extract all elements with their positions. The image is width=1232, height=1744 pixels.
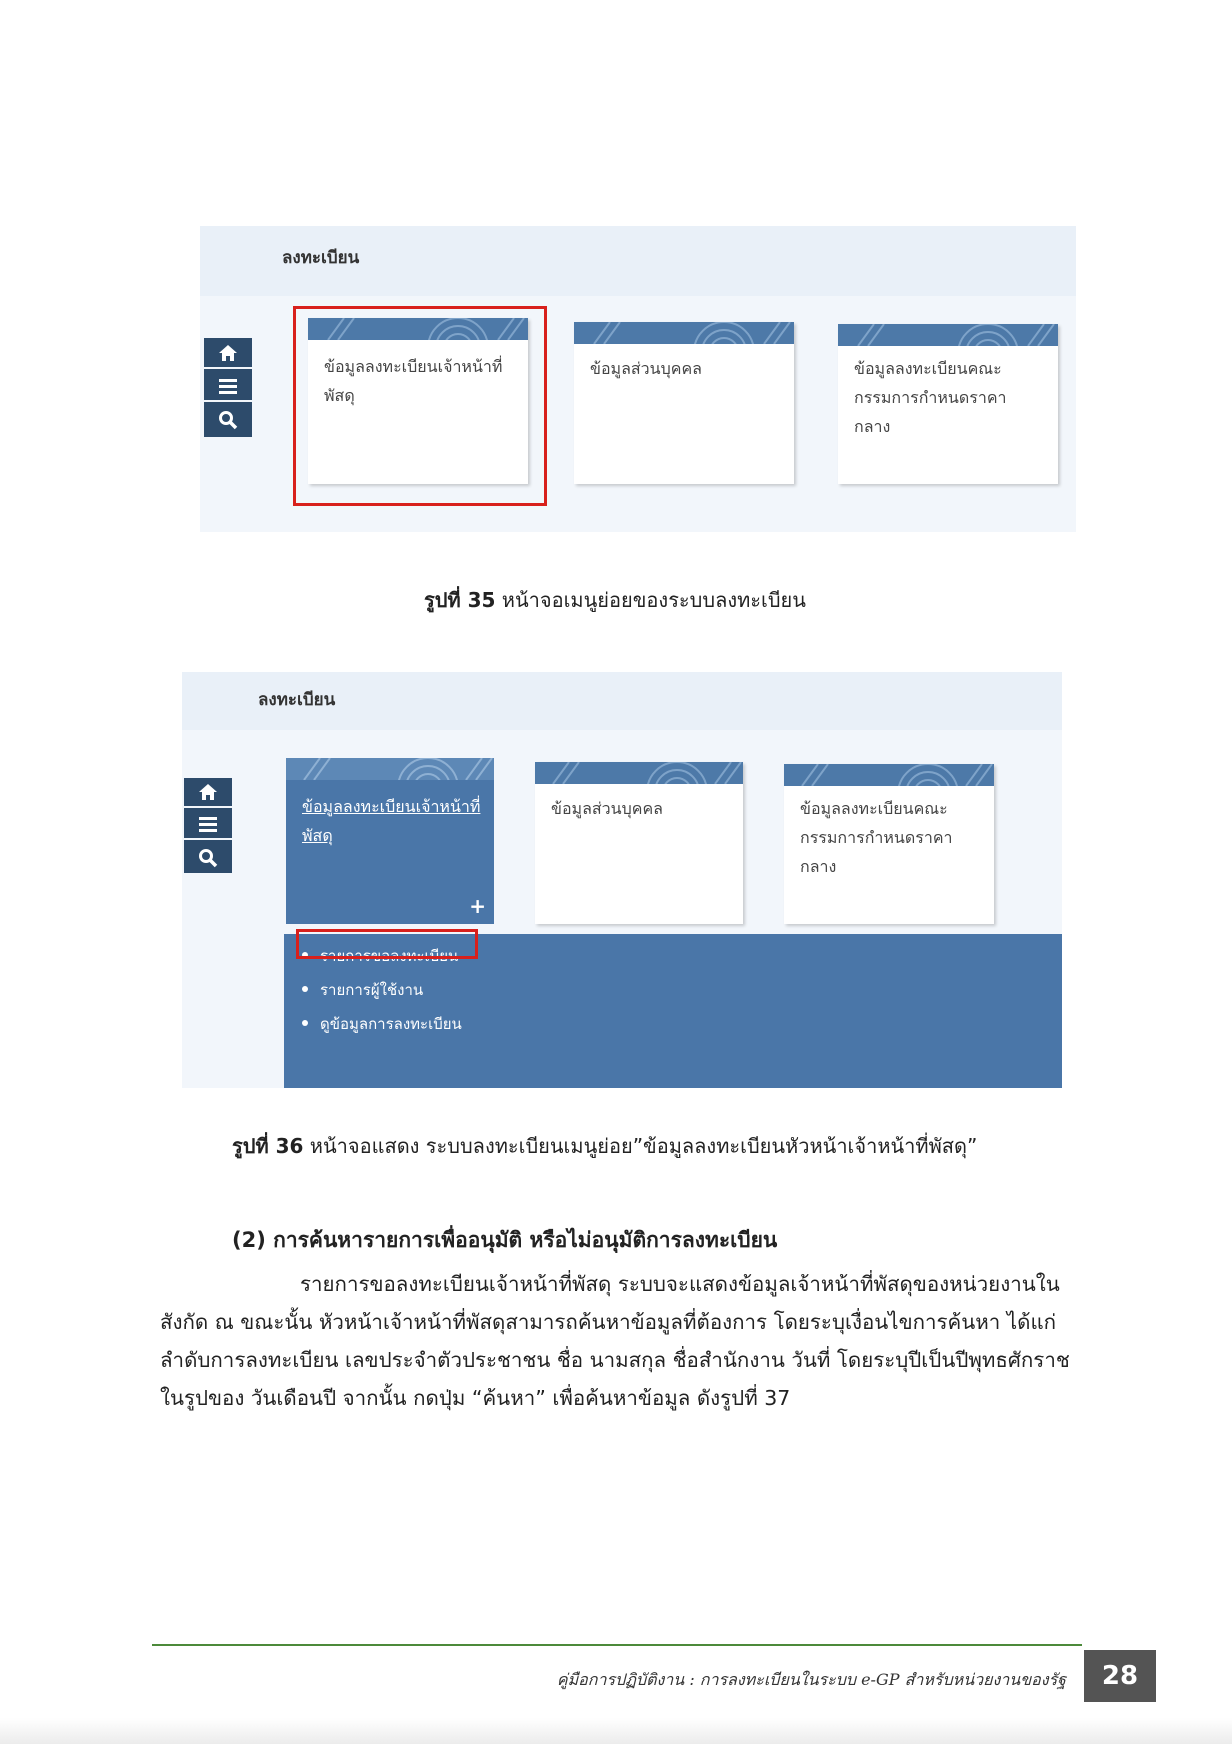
panel-title: ลงทะเบียน [258,690,336,710]
bullet [302,1020,308,1026]
highlight-box [296,929,478,959]
card-header [574,322,794,344]
card-label: ข้อมูลลงทะเบียนคณะ กรรมการกำหนดราคา กลาง [800,799,953,876]
submenu-label: รายการผู้ใช้งาน [320,981,424,999]
figure-36-caption [232,1130,977,1162]
submenu-label: รายการขอลงทะเบียน [320,947,459,965]
card-label: ข้อมูลส่วนบุคคล [590,359,702,378]
card-personal-info[interactable] [574,322,794,484]
search-icon [198,848,218,868]
figure-35-screenshot [200,226,1076,532]
card-label: ข้อมูลลงทะเบียนเจ้าหน้าที่ พัสดุ [324,357,503,405]
hamburger-icon [218,377,238,395]
paragraph-line: ในรูปของ วันเดือนปี จากนั้น กดปุ่ม “ค้นหา” เพื่อค้นหาข้อมูล ดังรูปที่ 37 [160,1386,791,1410]
caption-text: หน้าจอเมนูย่อยของระบบลงทะเบียน [501,588,806,612]
plus-icon[interactable]: + [469,894,486,918]
card-personal-info[interactable] [535,762,743,924]
side-toolbar [204,338,252,437]
search-icon [218,410,238,430]
menu-button[interactable] [204,371,252,402]
card-label: ข้อมูลลงทะเบียนคณะ กรรมการกำหนดราคา กลาง [854,359,1007,436]
figure-35-caption [424,584,806,616]
caption-label: รูปที่ 36 [232,1134,304,1158]
hamburger-icon [198,815,218,833]
card-header [286,758,494,780]
search-button[interactable] [184,842,232,873]
bullet [302,986,308,992]
card-header [838,324,1058,346]
home-button[interactable] [204,338,252,369]
card-label: ข้อมูลส่วนบุคคล [551,799,663,818]
footer-text: คู่มือการปฏิบัติงาน : การลงทะเบียนในระบบ e-GP สำหรับหน่วยงานของรัฐ [556,1670,1066,1689]
side-toolbar [184,778,232,873]
card-procurement-officer-active[interactable] [286,758,494,924]
submenu-label: ดูข้อมูลการลงทะเบียน [320,1015,462,1033]
card-price-committee[interactable] [838,324,1058,484]
search-button[interactable] [204,404,252,435]
panel-title: ลงทะเบียน [282,248,360,268]
scan-shadow [0,1718,1232,1744]
paragraph-line: ลำดับการลงทะเบียน เลขประจำตัวประชาชน ชื่อ นามสกุล ชื่อสำนักงาน วันที่ โดยระบุปีเป็นปีพุทธศักราช [160,1348,1070,1372]
menu-button[interactable] [184,810,232,840]
card-price-committee[interactable] [784,764,994,924]
home-icon [218,344,238,362]
submenu-item-users[interactable] [302,980,423,1000]
highlight-box [293,306,547,506]
footer-rule [152,1644,1082,1646]
card-label: ข้อมูลลงทะเบียนเจ้าหน้าที่ พัสดุ [302,797,481,845]
card-header [784,764,994,786]
caption-label: รูปที่ 35 [424,588,496,612]
home-icon [198,783,218,801]
caption-text: หน้าจอแสดง ระบบลงทะเบียนเมนูย่อย”ข้อมูลลงทะเบียนหัวหน้าเจ้าหน้าที่พัสดุ” [309,1134,978,1158]
page-number: 28 [1084,1650,1156,1702]
figure-36-screenshot [182,672,1062,1088]
section-heading: (2) การค้นหารายการเพื่ออนุมัติ หรือไม่อนุมัติการลงทะเบียน [232,1228,778,1252]
submenu-item-view-registration[interactable] [302,1014,462,1034]
paragraph-line: รายการขอลงทะเบียนเจ้าหน้าที่พัสดุ ระบบจะแสดงข้อมูลเจ้าหน้าที่พัสดุของหน่วยงานใน [300,1272,1060,1296]
card-header [535,762,743,784]
paragraph-line: สังกัด ณ ขณะนั้น หัวหน้าเจ้าหน้าที่พัสดุสามารถค้นหาข้อมูลที่ต้องการ โดยระบุเงื่อนไขการค้นหา ได้แก่ [160,1310,1057,1334]
home-button[interactable] [184,778,232,808]
